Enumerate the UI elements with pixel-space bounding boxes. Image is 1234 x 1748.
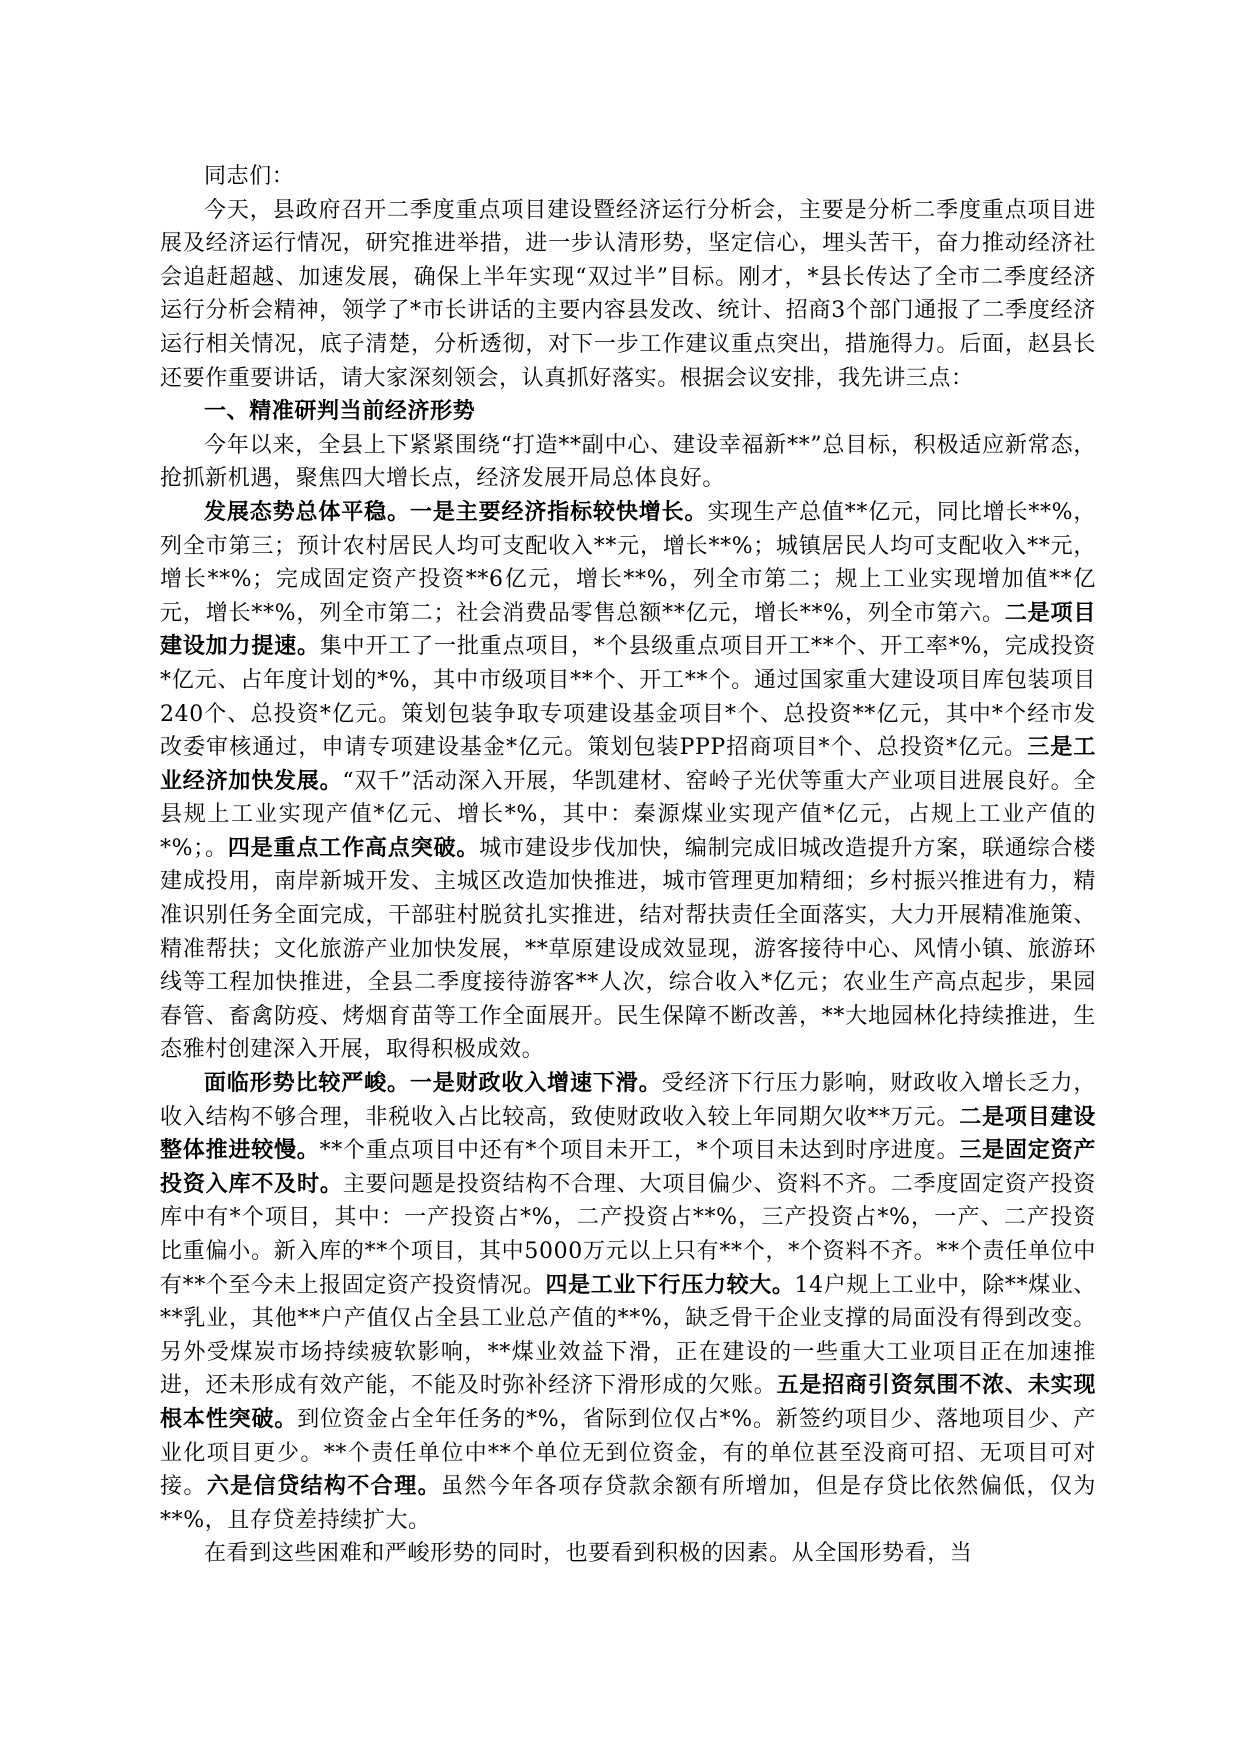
closing-paragraph: 在看到这些困难和严峻形势的同时，也要看到积极的因素。从全国形势看，当 bbox=[204, 1541, 973, 1567]
development-point-1-text: 实现生产总值**亿元，同比增长**%，列全市第三；预计农村居民人均可支配收入**元，增长**%；城镇居民人均可支配收入**元，增长**%；完成固定资产投资**6亿元，增长**%，列全市第二；规上工业实现增加值**亿元，增长**%，列全市第二；社会消费品零售总额**亿元，增长**%，列全市第六。 bbox=[160, 499, 1096, 626]
intro-paragraph: 今天，县政府召开二季度重点项目建设暨经济运行分析会，主要是分析二季度重点项目进展及经济运行情况，研究推进举措，进一步认清形势，坚定信心，埋头苦干，奋力推动经济社会追赶超越、加速发展，确保上半年实现“双过半”目标。刚才，*县长传达了全市二季度经济运行分析会精神，领学了*市长讲话的主要内容县发改、统计、招商3个部门通报了二季度经济运行相关情况，底子清楚，分析透彻，对下一步工作建议重点突出，措施得力。后面，赵县长还要作重要讲话，请大家深刻领会，认真抓好落实。根据会议安排，我先讲三点： bbox=[160, 197, 1096, 391]
development-point-2-heading: 二是项目建设加力提速。 bbox=[160, 599, 1097, 660]
development-point-3-heading: 三是工业经济加快发展。 bbox=[160, 734, 1096, 794]
challenges-point-2-heading: 二是项目建设整体推进较慢。 bbox=[160, 1103, 1096, 1164]
challenges-point-5-text: 到位资金占全年任务的*%，省际到位仅占*%。新签约项目少、落地项目少、产业化项目更少。**个责任单位中**个单位无到位资金，有的单位甚至没商可招、无项目可对接。 bbox=[160, 1406, 1096, 1500]
challenges-point-5-heading: 五是招商引资氛围不浓、未实现根本性突破。 bbox=[160, 1372, 1096, 1432]
section-heading-1: 一、精准研判当前经济形势 bbox=[204, 398, 476, 425]
challenges-point-1-text: 受经济下行压力影响，财政收入增长乏力，收入结构不够合理，非税收入占比较高，致使财政收入较上年同期欠收**万元。 bbox=[160, 1071, 1096, 1130]
challenges-point-3-text: 主要问题是投资结构不合理、大项目偏少、资料不齐。二季度固定资产投资库中有*个项目，其中：一产投资占*%，二产投资占**%，三产投资占*%，一产、二产投资比重偏小。新入库的**个项目，其中5000万元以上只有**个，*个资料不齐。**个责任单位中有**个至今未上报固定资产投资情况。 bbox=[160, 1171, 1096, 1298]
development-point-3-text: “双千”活动深入开展，华凯建材、窑岭子光伏等重大产业项目进展良好。全县规上工业实现产值*亿元、增长*%，其中：秦源煤业实现产值*亿元，占规上工业产值的*%；。 bbox=[160, 768, 1096, 861]
greeting: 同志们： bbox=[204, 164, 295, 189]
development-paragraph bbox=[160, 496, 1096, 1067]
development-lead: 发展态势总体平稳。 bbox=[204, 498, 410, 525]
challenges-point-4-text: 14户规上工业中，除**煤业、**乳业，其他**户产值仅占全县工业总产值的**%，缺乏骨干企业支撑的局面没有得到改变。另外受煤炭市场持续疲软影响，**煤业效益下滑，正在建设的一些重大工业项目正在加速推进，还未形成有效产能，不能及时弥补经济下滑形成的欠账。 bbox=[160, 1272, 1096, 1399]
development-point-1-heading: 一是主要经济指标较快增长。 bbox=[409, 498, 708, 525]
challenges-point-6-text: 虽然今年各项存贷款余额有所增加，但是存贷比依然偏低，仅为**%，且存贷差持续扩大。 bbox=[160, 1474, 1096, 1533]
development-point-4-heading: 四是重点工作高点突破。 bbox=[227, 834, 480, 861]
challenges-point-3-heading: 三是固定资产投资入库不及时。 bbox=[160, 1137, 1097, 1197]
challenges-point-4-heading: 四是工业下行压力较大。 bbox=[545, 1271, 795, 1298]
development-point-4-text: 城市建设步伐加快，编制完成旧城改造提升方案，联通综合楼建成投用，南岸新城开发、主城区改造加快推进，城市管理更加精细；乡村振兴推进有力，精准识别任务全面完成，干部驻村脱贫扎实推进，结对帮扶责任全面落实，大力开展精准施策、精准帮扶；文化旅游产业加快发展，**草原建设成效显现，游客接待中心、风情小镇、旅游环线等工程加快推进，全县二季度接待游客**人次，综合收入*亿元；农业生产高点起步，果园春管、畜禽防疫、烤烟育苗等工作全面展开。民生保障不断改善，**大地园林化持续推进，生态雅村创建深入开展，取得积极成效。 bbox=[160, 835, 1096, 1063]
document-body bbox=[160, 160, 1096, 1571]
challenges-point-1-heading: 一是财政收入增速下滑。 bbox=[409, 1070, 662, 1097]
challenges-point-6-heading: 六是信贷结构不合理。 bbox=[206, 1473, 442, 1500]
section-intro-paragraph: 今年以来，全县上下紧紧围绕“打造**副中心、建设幸福新**”总目标，积极适应新常态，抢抓新机遇，聚焦四大增长点，经济发展开局总体良好。 bbox=[160, 432, 1096, 492]
challenges-lead: 面临形势比较严峻。 bbox=[204, 1070, 410, 1097]
challenges-point-2-text: **个重点项目中还有*个项目未开工，*个项目未达到时序进度。 bbox=[319, 1138, 960, 1164]
challenges-paragraph bbox=[160, 1067, 1096, 1537]
development-point-2-text: 集中开工了一批重点项目，*个县级重点项目开工**个、开工率*%，完成投资*亿元、占年度计划的*%，其中市级项目**个、开工**个。通过国家重大建设项目库包装项目240个、总投资*亿元。策划包装争取专项建设基金项目*个、总投资**亿元，其中*个经市发改委审核通过，申请专项建设基金*亿元。策划包装PPP招商项目*个、总投资*亿元。 bbox=[160, 634, 1096, 761]
